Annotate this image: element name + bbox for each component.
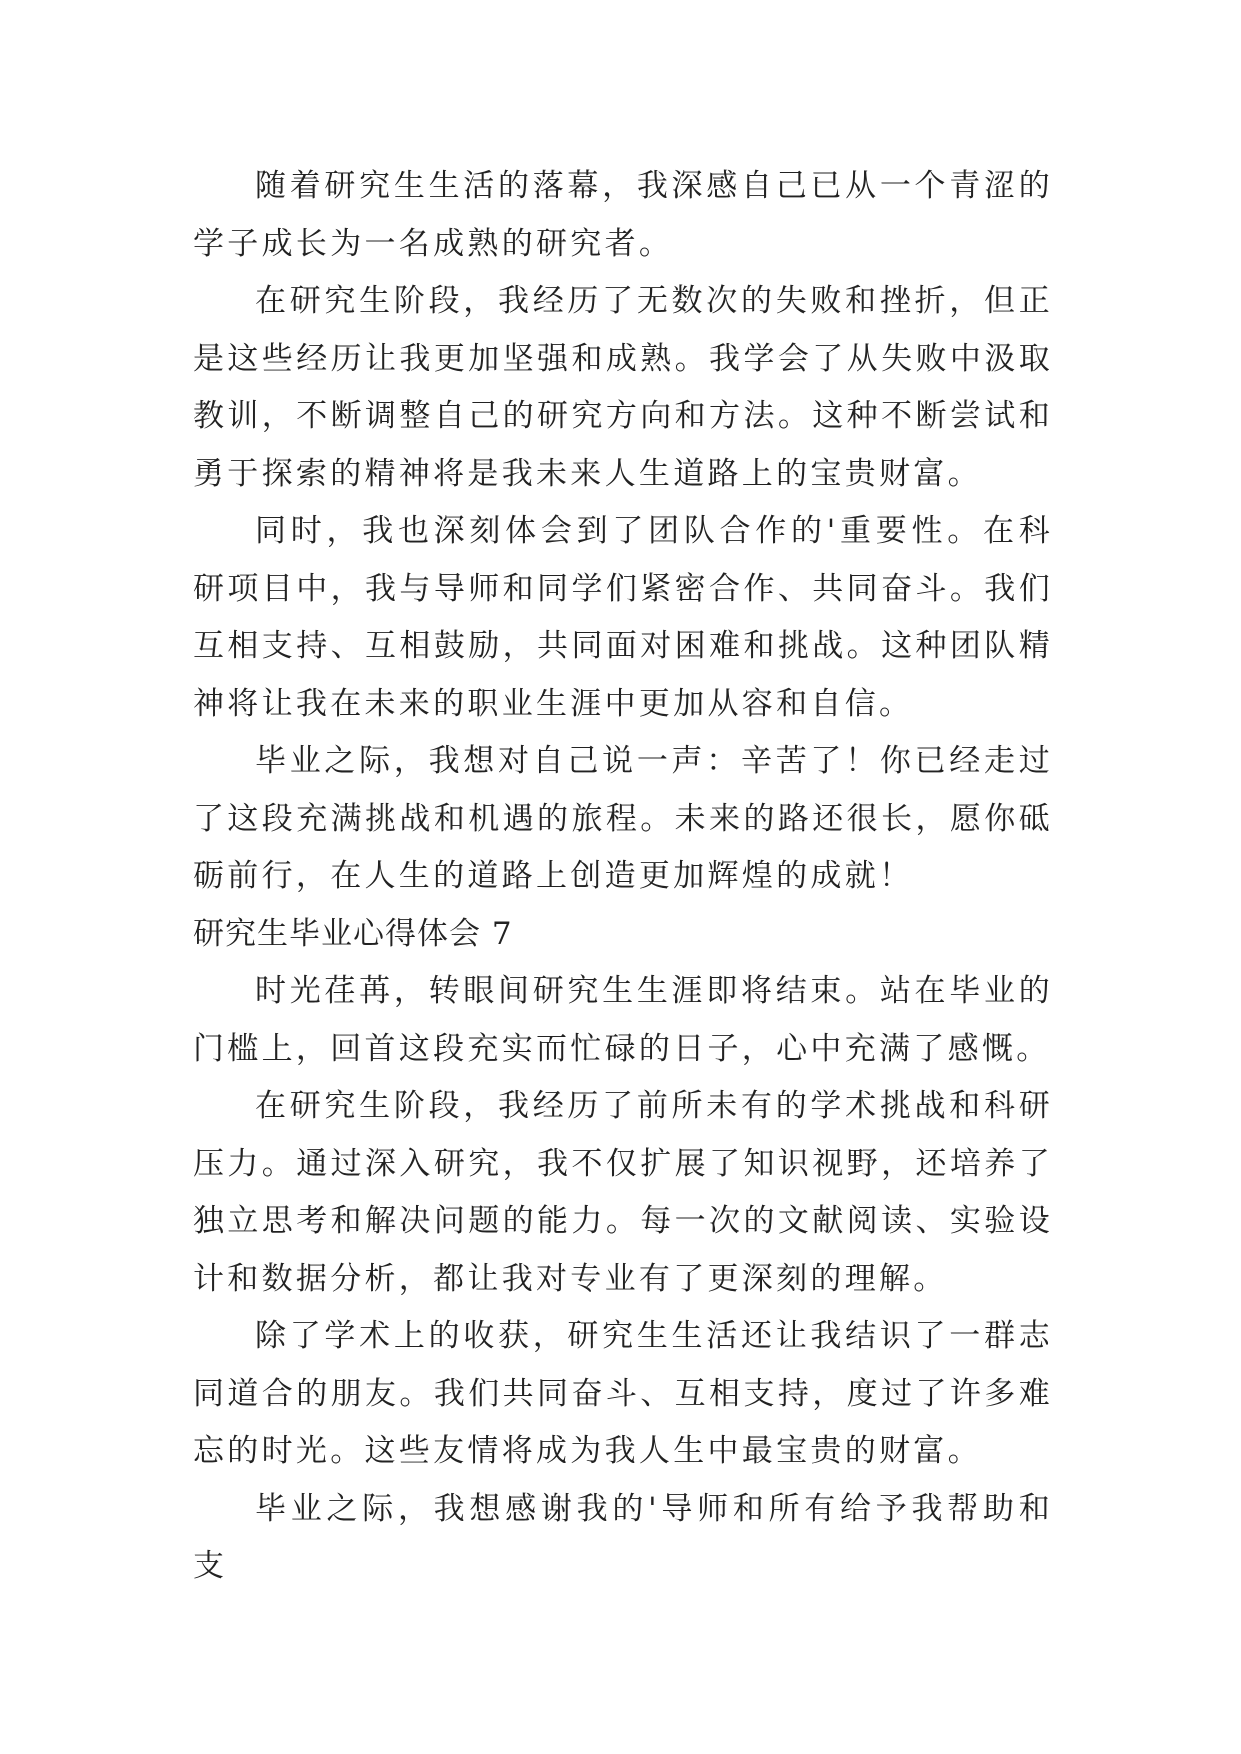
paragraph: 时光荏苒，转眼间研究生生涯即将结束。站在毕业的门槛上，回首这段充实而忙碌的日子，心中充满了感慨。 — [193, 973, 1053, 1067]
document-body — [193, 158, 1053, 1596]
paragraph: 除了学术上的收获，研究生生活还让我结识了一群志同道合的朋友。我们共同奋斗、互相支持，度过了许多难忘的时光。这些友情将成为我人生中最宝贵的财富。 — [193, 1318, 1053, 1469]
paragraph: 随着研究生生活的落幕，我深感自己已从一个青涩的学子成长为一名成熟的研究者。 — [193, 168, 1053, 262]
paragraph: 在研究生阶段，我经历了无数次的失败和挫折，但正是这些经历让我更加坚强和成熟。我学会了从失败中汲取教训，不断调整自己的研究方向和方法。这种不断尝试和勇于探索的精神将是我未来人生道路上的宝贵财富。 — [193, 283, 1053, 492]
paragraph: 同时，我也深刻体会到了团队合作的'重要性。在科研项目中，我与导师和同学们紧密合作、共同奋斗。我们互相支持、互相鼓励，共同面对困难和挑战。这种团队精神将让我在未来的职业生涯中更加从容和自信。 — [193, 513, 1053, 722]
paragraph: 毕业之际，我想对自己说一声：辛苦了！你已经走过了这段充满挑战和机遇的旅程。未来的路还很长，愿你砥砺前行，在人生的道路上创造更加辉煌的成就！ — [193, 743, 1053, 894]
section-title: 研究生毕业心得体会 7 — [193, 915, 513, 952]
paragraph: 毕业之际，我想感谢我的'导师和所有给予我帮助和支 — [193, 1490, 1053, 1584]
paragraph: 在研究生阶段，我经历了前所未有的学术挑战和科研压力。通过深入研究，我不仅扩展了知识视野，还培养了独立思考和解决问题的能力。每一次的文献阅读、实验设计和数据分析，都让我对专业有了更深刻的理解。 — [193, 1088, 1053, 1297]
